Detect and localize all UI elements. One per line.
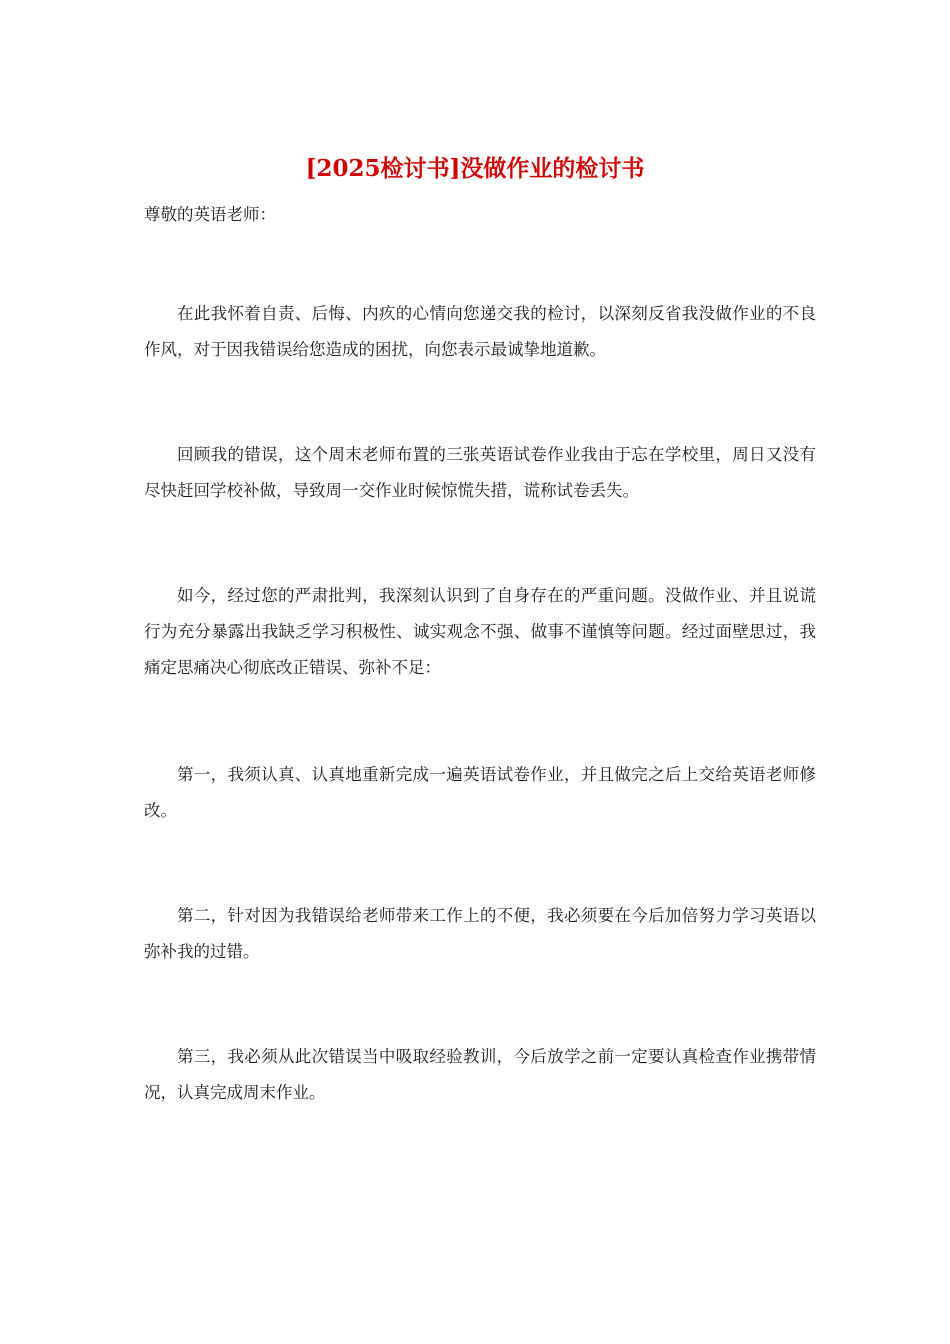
paragraph-third-action: 第三，我必须从此次错误当中吸取经验教训，今后放学之前一定要认真检查作业携带情况，认真完成周末作业。	[144, 1047, 816, 1102]
document-title: [2025检讨书]没做作业的检讨书	[305, 155, 645, 182]
paragraph-review: 回顾我的错误，这个周末老师布置的三张英语试卷作业我由于忘在学校里，周日又没有尽快赶回学校补做，导致周一交作业时候惊慌失措，谎称试卷丢失。	[144, 445, 816, 500]
paragraph-first-action: 第一，我须认真、认真地重新完成一遍英语试卷作业，并且做完之后上交给英语老师修改。	[144, 765, 816, 820]
paragraph-apology: 在此我怀着自责、后悔、内疚的心情向您递交我的检讨，以深刻反省我没做作业的不良作风，对于因我错误给您造成的困扰，向您表示最诚挚地道歉。	[144, 304, 816, 359]
salutation: 尊敬的英语老师：	[144, 205, 276, 224]
paragraph-reflection: 如今，经过您的严肃批判，我深刻认识到了自身存在的严重问题。没做作业、并且说谎行为充分暴露出我缺乏学习积极性、诚实观念不强、做事不谨慎等问题。经过面壁思过，我痛定思痛决心彻底改正错误、弥补不足：	[144, 586, 816, 677]
paragraph-second-action: 第二，针对因为我错误给老师带来工作上的不便，我必须要在今后加倍努力学习英语以弥补我的过错。	[144, 906, 816, 961]
